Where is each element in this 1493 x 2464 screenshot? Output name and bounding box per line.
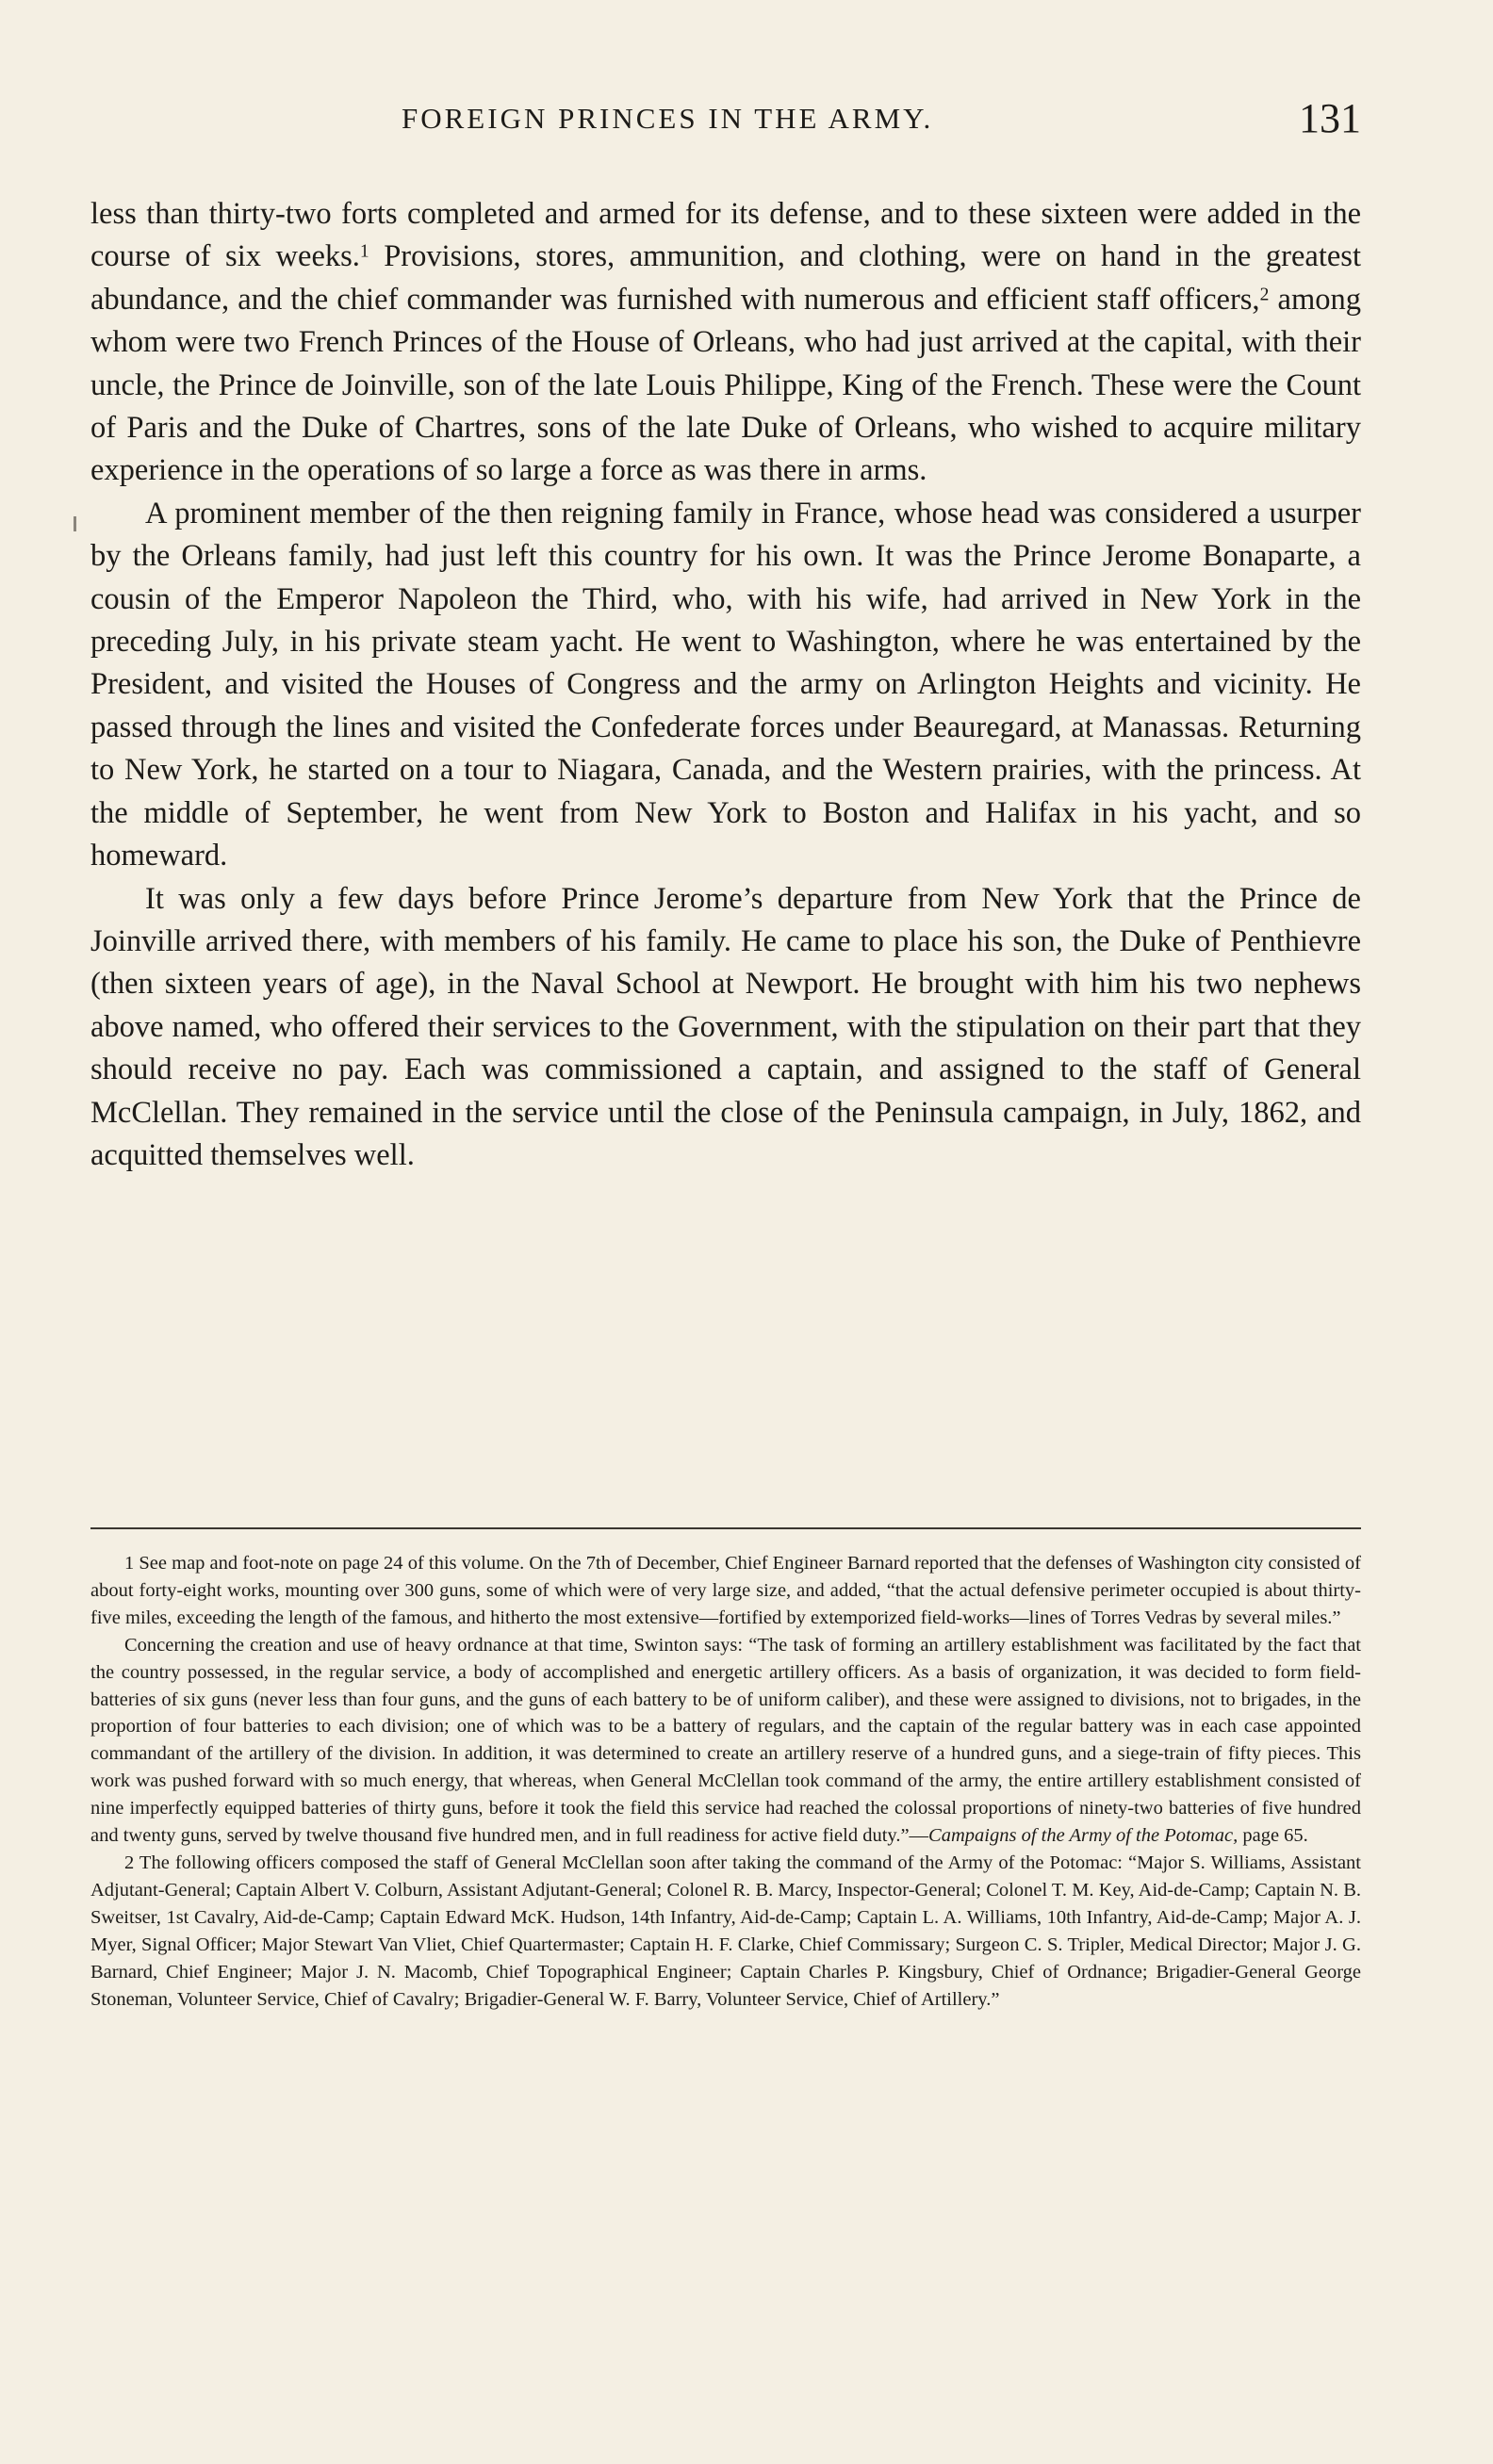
- running-head: [90, 95, 1361, 158]
- footnote-1: 1 See map and foot-note on page 24 of this volume. On the 7th of December, Chief Engineer Barnard reported that the defenses of Washington city consisted of about forty-eight works, mounting over 300 guns, some of which were of very large size, and added, “that the actual defensive perimeter occupied is about thirty-five miles, exceeding the length of the famous, and hitherto the most extensive—fortified by extemporized field-works—lines of Torres Vedras by several miles.”: [90, 1553, 1361, 1628]
- page-number: 131: [1299, 95, 1361, 141]
- footnote-ref-2: 2: [1259, 285, 1270, 305]
- footnotes: [90, 1550, 1361, 2013]
- citation: Campaigns of the Army of the Potomac,: [928, 1825, 1239, 1847]
- footnote-ref-1: 1: [359, 241, 369, 262]
- running-title: FOREIGN PRINCES IN THE ARMY.: [402, 102, 934, 135]
- footnote-1-continued: Concerning the creation and use of heavy ordnance at that time, Swinton says: “The task of forming an artillery establishment was facilitated by the fact that the country possessed, in the regular service, a body of accomplished and energetic artillery officers. As a basis of organization, it was decided to form field-batteries of six guns (never less than four guns, and the guns of each battery to be of uniform caliber), and these were assigned to divisions, not to brigades, in the proportion of four batteries to each division; one of which was to be a battery of regulars, and the captain of the regular battery was in each case appointed commandant of the artillery of the division. In addition, it was determined to create an artillery reserve of a hundred guns, and a siege-train of fifty pieces. This work was pushed forward with so much energy, that whereas, when General McClellan took command of the army, the entire artillery establishment consisted of nine imperfectly equipped batteries of thirty guns, before it took the field this service had reached the colossal proportions of ninety-two batteries of five hundred and twenty guns, served by twelve thousand five hundred men, and in full readiness for active field duty.”—Campaigns of the Army of the Potomac, page 65.: [90, 1634, 1361, 1847]
- paragraph-3: It was only a few days before Prince Jerome’s departure from New York that the Prince de Joinville arrived there, with members of his family. He came to place his son, the Duke of Penthievre (then sixteen years of age), in the Naval School at Newport. He brought with him his two nephews above named, who offered their services to the Government, with the stipulation on their part that they should receive no pay. Each was commissioned a captain, and assigned to the staff of General McClellan. They remained in the service until the close of the Peninsula campaign, in July, 1862, and acquitted themselves well.: [90, 881, 1361, 1172]
- footnote-2: 2 The following officers composed the staff of General McClellan soon after taking the command of the Army of the Potomac: “Major S. Williams, Assistant Adjutant-General; Captain Albert V. Colburn, Assistant Adjutant-General; Colonel R. B. Marcy, Inspector-General; Colonel T. M. Key, Aid-de-Camp; Captain N. B. Sweitser, 1st Cavalry, Aid-de-Camp; Captain Edward McK. Hudson, 14th Infantry, Aid-de-Camp; Captain L. A. Williams, 10th Infantry, Aid-de-Camp; Major A. J. Myer, Signal Officer; Major Stewart Van Vliet, Chief Quartermaster; Captain H. F. Clarke, Chief Commissary; Surgeon C. S. Tripler, Medical Director; Major J. G. Barnard, Chief Engineer; Major J. N. Macomb, Chief Topographical Engineer; Captain Charles P. Kingsbury, Chief of Ordnance; Brigadier-General George Stoneman, Volunteer Service, Chief of Cavalry; Brigadier-General W. F. Barry, Volunteer Service, Chief of Artillery.”: [90, 1852, 1361, 2010]
- paragraph-1: less than thirty-two forts completed and armed for its defense, and to these sixteen were added in the course of six weeks.$^1$ Provisions, stores, ammunition, and clothing, were on hand in the greatest abundance, and the chief commander was furnished with numerous and efficient staff officers,$^2$ among whom were two French Princes of the House of Orleans, who had just arrived at the capital, with their uncle, the Prince de Joinville, son of the late Louis Philippe, King of the French. These were the Count of Paris and the Duke of Chartres, sons of the late Duke of Orleans, who wished to acquire military experience in the operations of so large a force as was there in arms.: [90, 197, 1361, 488]
- footnote-divider: [90, 1527, 1361, 1529]
- margin-mark: [74, 516, 76, 531]
- body-text: [90, 193, 1361, 1177]
- paragraph-2: A prominent member of the then reigning family in France, whose head was considered a usurper by the Orleans family, had just left this country for his own. It was the Prince Jerome Bonaparte, a cousin of the Emperor Napoleon the Third, who, with his wife, had arrived in New York in the preceding July, in his private steam yacht. He went to Washington, where he was entertained by the President, and visited the Houses of Congress and the army on Arlington Heights and vicinity. He passed through the lines and visited the Confederate forces under Beauregard, at Manassas. Returning to New York, he started on a tour to Niagara, Canada, and the Western prairies, with the princess. At the middle of September, he went from New York to Boston and Halifax in his yacht, and so homeward.: [90, 496, 1361, 873]
